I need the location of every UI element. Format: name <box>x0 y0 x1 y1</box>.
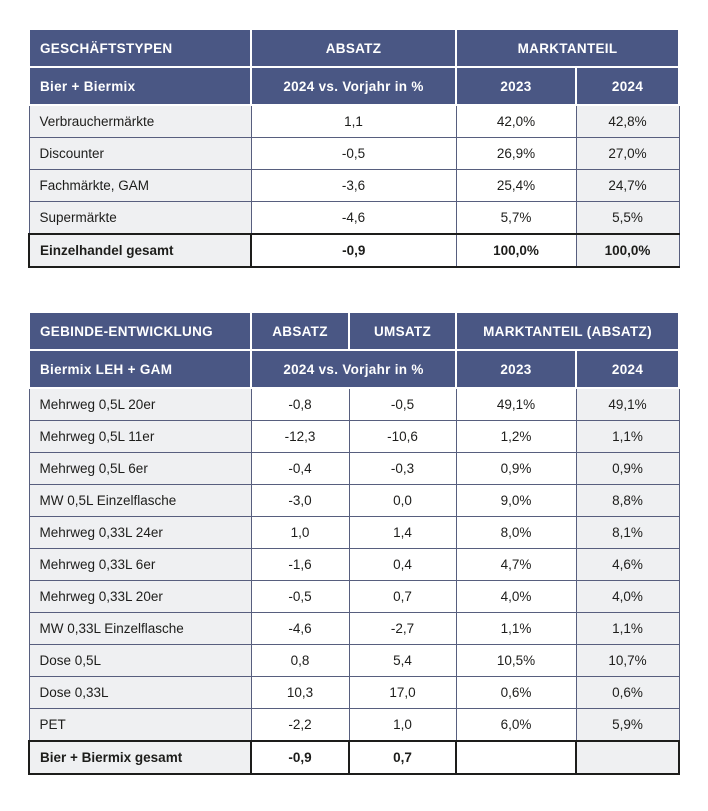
cell-2023: 6,0% <box>456 709 576 742</box>
cell-2023: 49,1% <box>456 388 576 421</box>
cell-absatz: -1,6 <box>251 549 349 581</box>
cell-2023: 4,7% <box>456 549 576 581</box>
header-row-sub <box>29 350 679 388</box>
cell-absatz: 10,3 <box>251 677 349 709</box>
cell-2023: 0,9% <box>456 453 576 485</box>
cell-2023: 25,4% <box>456 170 576 202</box>
cell-2024: 27,0% <box>576 138 679 170</box>
table-row <box>29 645 679 677</box>
subheader-category: Bier + Biermix <box>29 67 251 105</box>
subheader-measure: 2024 vs. Vorjahr in % <box>251 67 456 105</box>
cell-absatz: -0,5 <box>251 138 456 170</box>
subheader-year-2024: 2024 <box>576 67 679 105</box>
row-label: Bier + Biermix gesamt <box>29 741 251 774</box>
table-row <box>29 677 679 709</box>
cell-umsatz: -0,3 <box>349 453 456 485</box>
cell-2023: 1,1% <box>456 613 576 645</box>
table-row <box>29 453 679 485</box>
row-label: Supermärkte <box>29 202 251 235</box>
row-label: Mehrweg 0,5L 11er <box>29 421 251 453</box>
row-label: Mehrweg 0,33L 20er <box>29 581 251 613</box>
cell-2023: 100,0% <box>456 234 576 267</box>
row-label: Verbrauchermärkte <box>29 105 251 138</box>
subheader-year-2023: 2023 <box>456 67 576 105</box>
cell-umsatz: 1,4 <box>349 517 456 549</box>
total-row <box>29 234 679 267</box>
row-label: Mehrweg 0,5L 6er <box>29 453 251 485</box>
cell-absatz: 1,1 <box>251 105 456 138</box>
table-row <box>29 105 679 138</box>
cell-umsatz: 17,0 <box>349 677 456 709</box>
row-label: Dose 0,33L <box>29 677 251 709</box>
cell-absatz: -2,2 <box>251 709 349 742</box>
table-row <box>29 517 679 549</box>
cell-umsatz: -0,5 <box>349 388 456 421</box>
column-header-absatz: ABSATZ <box>251 29 456 67</box>
row-label: Mehrweg 0,33L 6er <box>29 549 251 581</box>
row-label: PET <box>29 709 251 742</box>
gebinde-entwicklung-table <box>28 311 680 775</box>
header-row-sub <box>29 67 679 105</box>
cell-2024: 8,1% <box>576 517 679 549</box>
table1-title: GESCHÄFTSTYPEN <box>29 29 251 67</box>
cell-umsatz: 1,0 <box>349 709 456 742</box>
table-row <box>29 581 679 613</box>
cell-2023: 10,5% <box>456 645 576 677</box>
cell-2024: 8,8% <box>576 485 679 517</box>
row-label: MW 0,5L Einzelflasche <box>29 485 251 517</box>
cell-2023: 4,0% <box>456 581 576 613</box>
column-header-marktanteil-absatz: MARKTANTEIL (ABSATZ) <box>456 312 679 350</box>
cell-2024: 0,6% <box>576 677 679 709</box>
cell-absatz: 1,0 <box>251 517 349 549</box>
cell-umsatz: -2,7 <box>349 613 456 645</box>
cell-absatz: -4,6 <box>251 613 349 645</box>
cell-2024: 1,1% <box>576 613 679 645</box>
cell-2023: 0,6% <box>456 677 576 709</box>
cell-2024: 1,1% <box>576 421 679 453</box>
cell-2024: 100,0% <box>576 234 679 267</box>
cell-2023: 42,0% <box>456 105 576 138</box>
cell-absatz: -3,6 <box>251 170 456 202</box>
header-row-groups <box>29 312 679 350</box>
cell-absatz: 0,8 <box>251 645 349 677</box>
table-row <box>29 138 679 170</box>
row-label: Mehrweg 0,33L 24er <box>29 517 251 549</box>
cell-2024: 42,8% <box>576 105 679 138</box>
cell-2024 <box>576 741 679 774</box>
cell-2023: 1,2% <box>456 421 576 453</box>
cell-absatz: -3,0 <box>251 485 349 517</box>
row-label: Dose 0,5L <box>29 645 251 677</box>
header-row-groups <box>29 29 679 67</box>
cell-absatz: -4,6 <box>251 202 456 235</box>
cell-umsatz: 0,0 <box>349 485 456 517</box>
table-row <box>29 613 679 645</box>
column-header-absatz: ABSATZ <box>251 312 349 350</box>
cell-2024: 4,6% <box>576 549 679 581</box>
cell-2023: 26,9% <box>456 138 576 170</box>
cell-umsatz: -10,6 <box>349 421 456 453</box>
column-header-marktanteil: MARKTANTEIL <box>456 29 679 67</box>
cell-absatz: -0,9 <box>251 234 456 267</box>
cell-2024: 0,9% <box>576 453 679 485</box>
table-row <box>29 421 679 453</box>
cell-umsatz: 0,4 <box>349 549 456 581</box>
cell-absatz: -0,9 <box>251 741 349 774</box>
subheader-year-2024: 2024 <box>576 350 679 388</box>
cell-2024: 5,5% <box>576 202 679 235</box>
table-row <box>29 202 679 235</box>
table-row <box>29 170 679 202</box>
subheader-measure: 2024 vs. Vorjahr in % <box>251 350 456 388</box>
table-row <box>29 485 679 517</box>
cell-umsatz: 5,4 <box>349 645 456 677</box>
cell-2023: 9,0% <box>456 485 576 517</box>
cell-umsatz: 0,7 <box>349 581 456 613</box>
row-label: Mehrweg 0,5L 20er <box>29 388 251 421</box>
cell-2023: 5,7% <box>456 202 576 235</box>
table-row <box>29 709 679 742</box>
cell-absatz: -0,8 <box>251 388 349 421</box>
row-label: Einzelhandel gesamt <box>29 234 251 267</box>
total-row <box>29 741 679 774</box>
cell-2023: 8,0% <box>456 517 576 549</box>
subheader-year-2023: 2023 <box>456 350 576 388</box>
cell-2024: 24,7% <box>576 170 679 202</box>
table-row <box>29 388 679 421</box>
cell-2024: 10,7% <box>576 645 679 677</box>
row-label: Fachmärkte, GAM <box>29 170 251 202</box>
row-label: Discounter <box>29 138 251 170</box>
cell-2024: 4,0% <box>576 581 679 613</box>
row-label: MW 0,33L Einzelflasche <box>29 613 251 645</box>
subheader-category: Biermix LEH + GAM <box>29 350 251 388</box>
table2-title: GEBINDE-ENTWICKLUNG <box>29 312 251 350</box>
cell-absatz: -0,4 <box>251 453 349 485</box>
cell-2024: 5,9% <box>576 709 679 742</box>
cell-2023 <box>456 741 576 774</box>
column-header-umsatz: UMSATZ <box>349 312 456 350</box>
cell-umsatz: 0,7 <box>349 741 456 774</box>
table-row <box>29 549 679 581</box>
cell-absatz: -12,3 <box>251 421 349 453</box>
cell-absatz: -0,5 <box>251 581 349 613</box>
cell-2024: 49,1% <box>576 388 679 421</box>
geschaeftstypen-table <box>28 28 680 268</box>
